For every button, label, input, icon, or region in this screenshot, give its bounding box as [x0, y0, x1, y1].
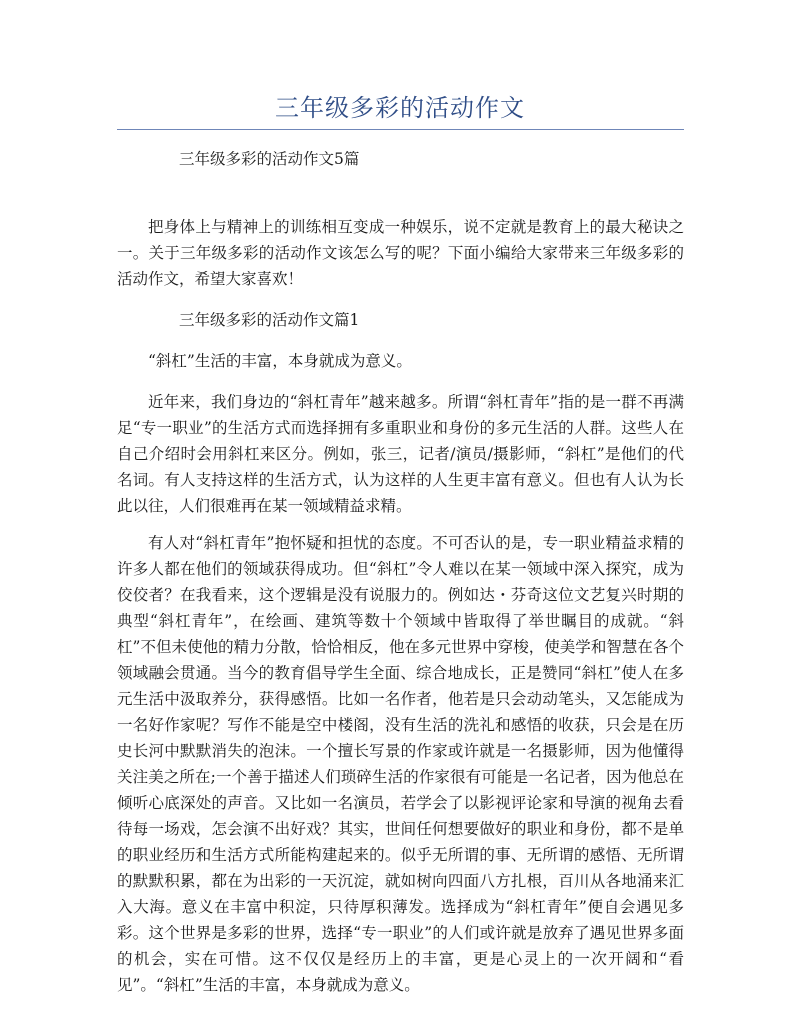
paragraph-2: 近年来，我们身边的“斜杠青年”越来越多。所谓“斜杠青年”指的是一群不再满足“专一职业”的生活方式而选择拥有多重职业和身份的多元生活的人群。这些人在自己介绍时会用斜杠来区分。例如，张三，记者/演员/摄影师，“斜杠”是他们的代名词。有人支持这样的生活方式，认为这样的人生更丰富有意义。但也有人认为长此以往，人们很难再在某一领域精益求精。 [117, 393, 684, 515]
document-subtitle: 三年级多彩的活动作文5篇 [179, 150, 360, 168]
section-heading: 三年级多彩的活动作文篇1 [179, 311, 360, 329]
paragraph-1: “斜杠”生活的丰富，本身就成为意义。 [148, 352, 412, 370]
intro-paragraph: 把身体上与精神上的训练相互变成一种娱乐，说不定就是教育上的最大秘诀之一。关于三年级多彩的活动作文该怎么写的呢？下面小编给大家带来三年级多彩的活动作文，希望大家喜欢！ [117, 218, 684, 288]
paragraph-3: 有人对“斜杠青年”抱怀疑和担忧的态度。不可否认的是，专一职业精益求精的许多人都在他们的领域获得成功。但“斜杠”令人难以在某一领域中深入探究，成为佼佼者？在我看来，这个逻辑是没有说服力的。例如达・芬奇这位文艺复兴时期的典型“斜杠青年”，在绘画、建筑等数十个领域中皆取得了举世瞩目的成就。“斜杠”不但未使他的精力分散，恰恰相反，他在多元世界中穿梭，使美学和智慧在各个领域融会贯通。当今的教育倡导学生全面、综合地成长，正是赞同“斜杠”使人在多元生活中汲取养分，获得感悟。比如一名作者，他若是只会动动笔头，又怎能成为一名好作家呢？写作不能是空中楼阁，没有生活的洗礼和感悟的收获，只会是在历史长河中默默消失的泡沫。一个擅长写景的作家或许就是一名摄影师，因为他懂得关注美之所在;一个善于描述人们琐碎生活的作家很有可能是一名记者，因为他总在倾听心底深处的声音。又比如一名演员，若学会了以影视评论家和导演的视角去看待每一场戏，怎会演不出好戏？其实，世间任何想要做好的职业和身份，都不是单的职业经历和生活方式所能构建起来的。似乎无所谓的事、无所谓的感悟、无所谓的默默积累，都在为出彩的一天沉淀，就如树向四面八方扎根，百川从各地涌来汇入大海。意义在丰富中积淀，只待厚积薄发。选择成为“斜杠青年”便自会遇见多彩。这个世界是多彩的世界，选择“专一职业”的人们或许就是放弃了遇见世界多面的机会，实在可惜。这不仅仅是经历上的丰富，更是心灵上的一次开阔和“看见”。“斜杠”生活的丰富，本身就成为意义。 [117, 534, 684, 994]
document-title: 三年级多彩的活动作文 [275, 94, 525, 122]
document-body [117, 146, 684, 998]
title-divider [117, 129, 684, 130]
